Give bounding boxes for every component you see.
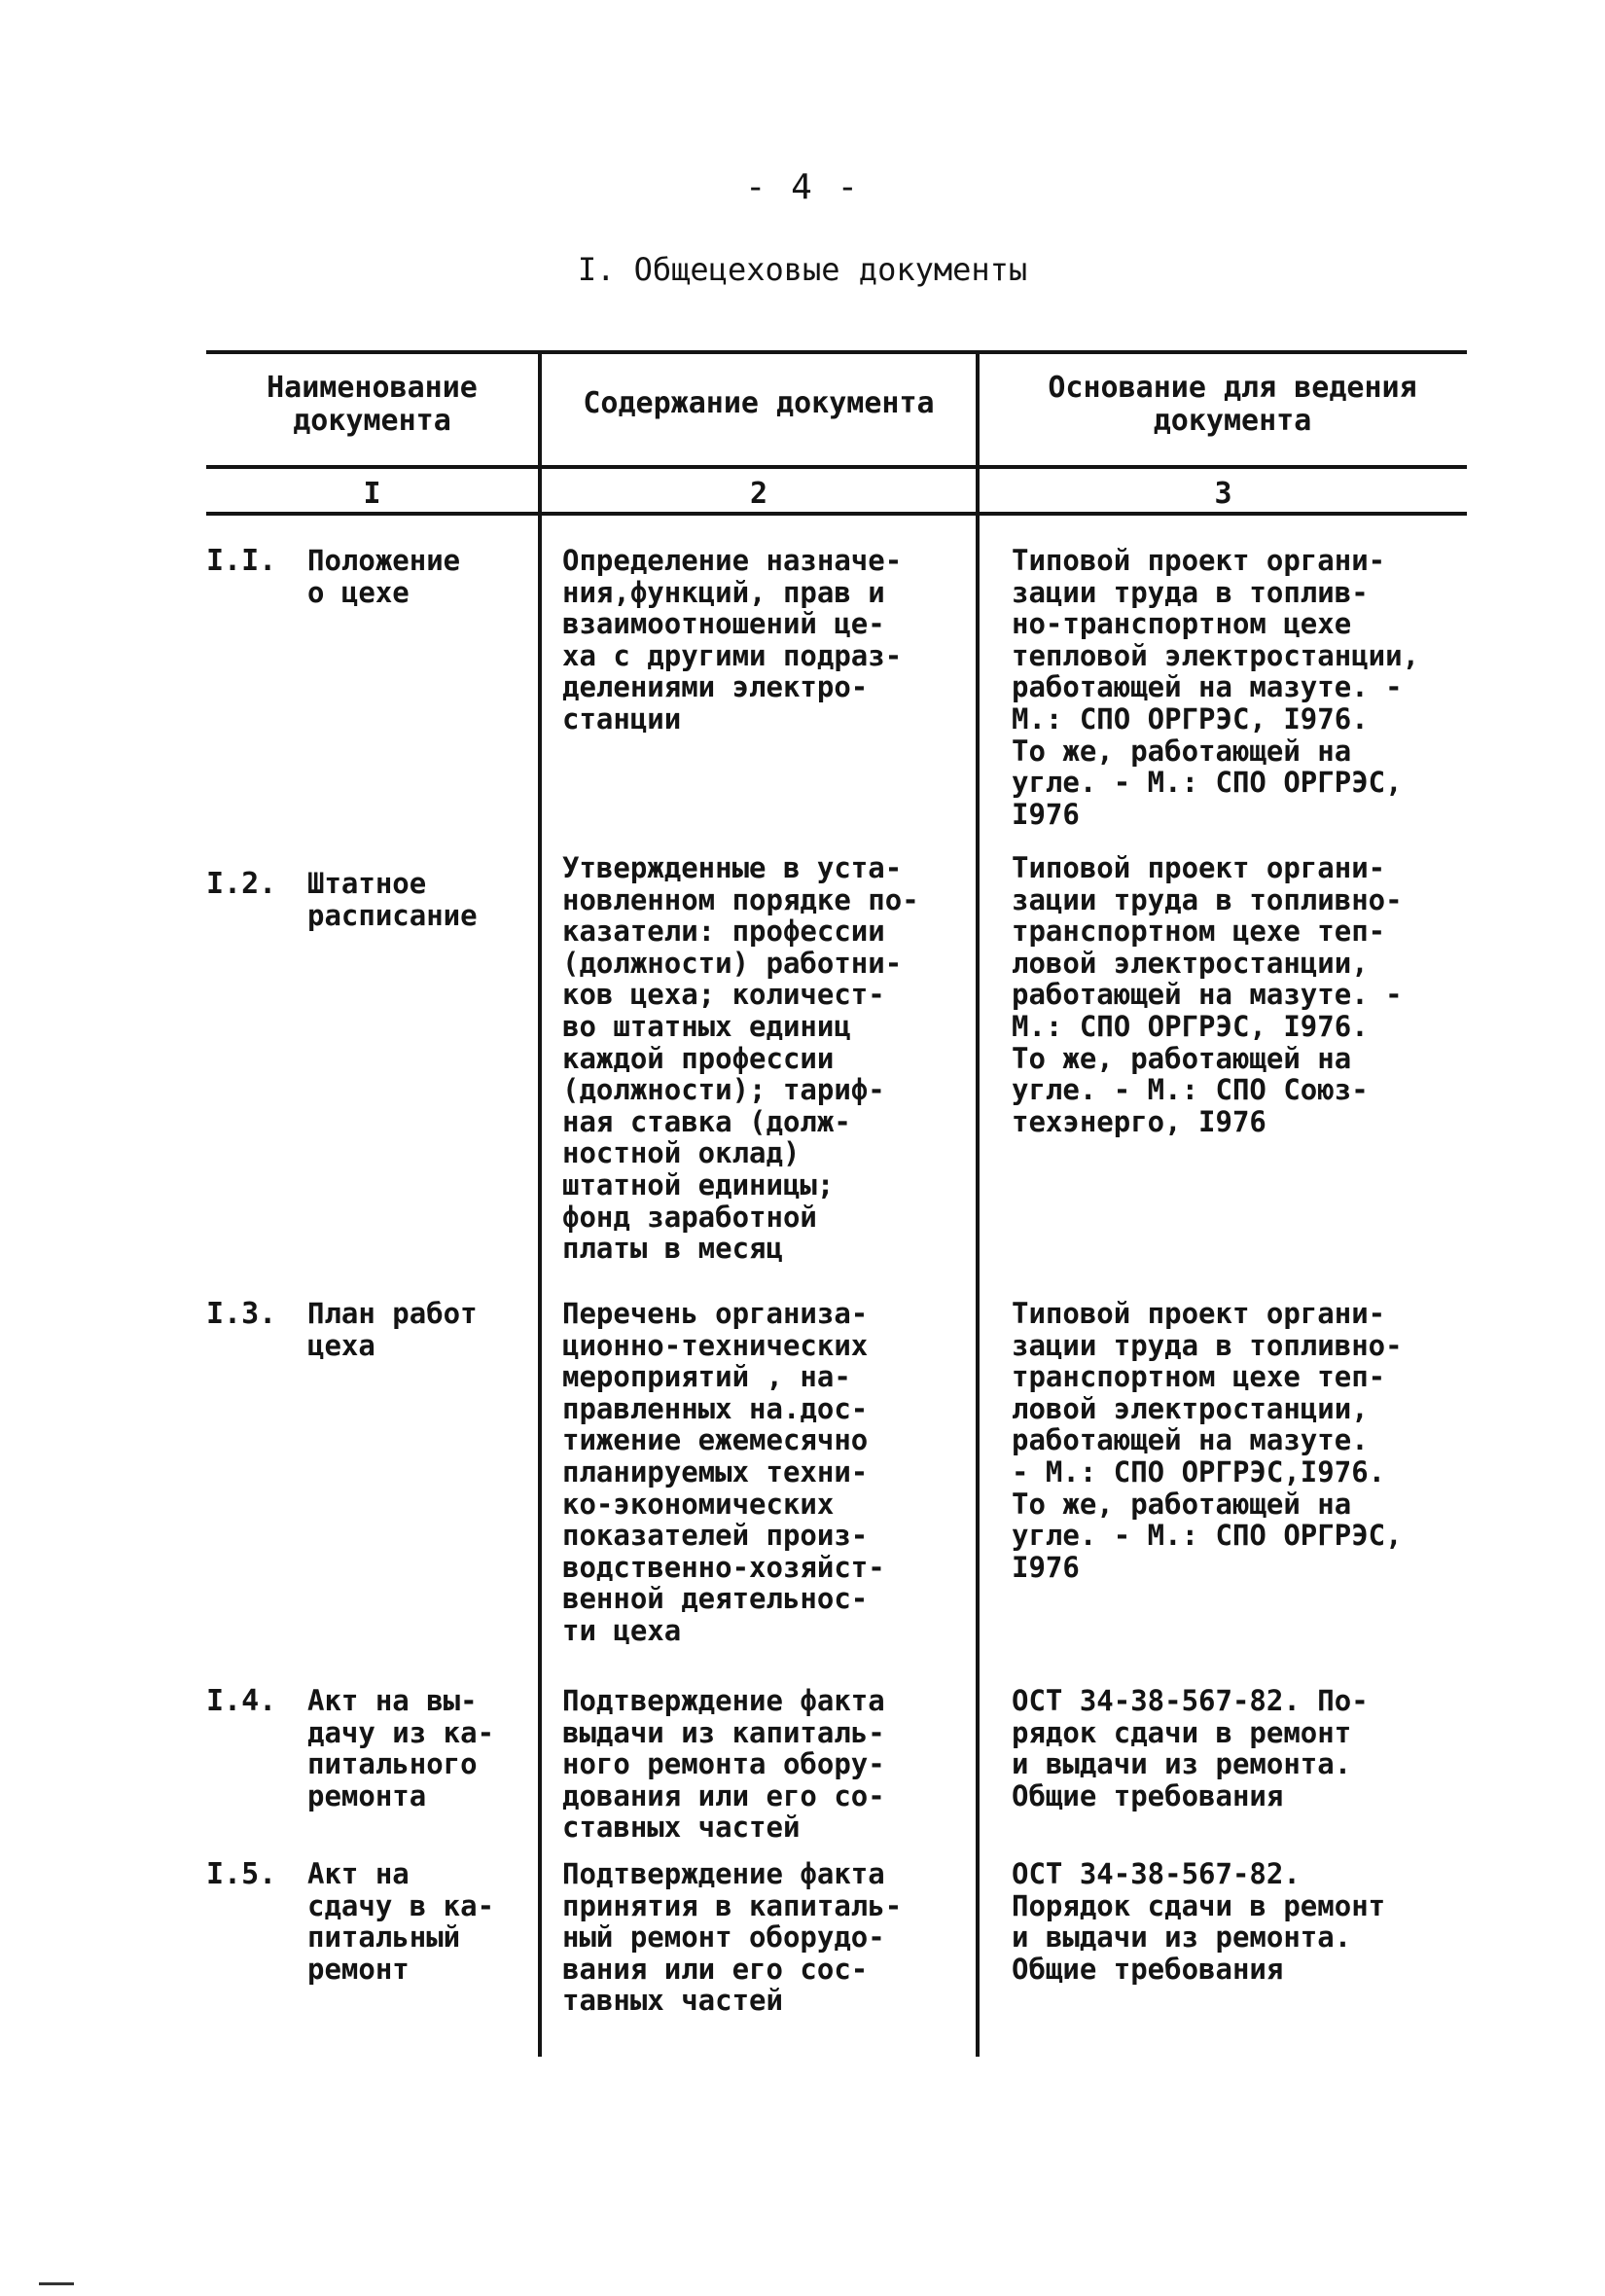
- column-number-1: I: [363, 477, 381, 511]
- row-basis: ОСТ 34-38-567-82. По- рядок сдачи в ремонт и выдачи из ремонта. Общие требования: [1012, 1684, 1369, 1812]
- numbers-bottom-rule: [206, 512, 1467, 516]
- column-divider-2: [976, 352, 980, 2057]
- header-basis: Основание для ведения документа: [1048, 371, 1417, 438]
- row-name: Штатное расписание: [307, 867, 478, 932]
- row-basis: ОСТ 34-38-567-82. Порядок сдачи в ремонт и выдачи из ремонта. Общие требования: [1012, 1857, 1386, 1986]
- column-number-3: 3: [1214, 477, 1232, 511]
- row-number: I.3.: [206, 1297, 277, 1331]
- row-name: Положение о цехе: [307, 544, 461, 609]
- row-content: Подтверждение факта принятия в капиталь- ный ремонт оборудо- вания или его сос- тавных частей: [562, 1857, 903, 2018]
- row-content: Перечень организа- ционно-технических мероприятий , на- правленных на.дос- тижение ежемесячно планируемых техни- ко-экономических показателей произ- водственно-хозяйст- венной деятельнос- ти цеха: [562, 1297, 885, 1647]
- row-number: I.4.: [206, 1684, 277, 1718]
- row-content: Утвержденные в уста- новленном порядке по- казатели: профессии (должности) работни- ков цеха; количест- во штатных единиц каждой профессии (должности); тариф- ная ставка (долж- ностной оклад) штатной единицы; фонд заработной платы в месяц: [562, 851, 919, 1266]
- section-title: I. Общецеховые документы: [577, 251, 1028, 288]
- column-divider-1: [538, 352, 542, 2057]
- row-name: План работ цеха: [307, 1297, 478, 1362]
- table-top-rule: [206, 350, 1467, 354]
- row-number: I.5.: [206, 1857, 277, 1891]
- column-number-2: 2: [749, 477, 768, 511]
- row-content: Определение назначе- ния,функций, прав и взаимоотношений це- ха с другими подраз- делениями электро- станции: [562, 544, 903, 735]
- row-number: I.2.: [206, 867, 277, 901]
- row-number: I.I.: [206, 544, 277, 578]
- header-content: Содержание документа: [583, 386, 935, 420]
- footer-mark: [39, 2282, 74, 2285]
- page-number: - 4 -: [744, 167, 861, 207]
- row-basis: Типовой проект органи- зации труда в топлив- но-транспортном цехе тепловой электростанции, работающей на мазуте. - М.: СПО ОРГРЭС, I976. То же, работающей на угле. - М.: СПО ОРГРЭС, I976: [1012, 544, 1420, 831]
- row-name: Акт на сдачу в ка- питальный ремонт: [307, 1857, 495, 1986]
- row-basis: Типовой проект органи- зации труда в топливно- транспортном цехе теп- ловой электростанции, работающей на мазуте. - М.: СПО ОРГРЭС, I976. То же, работающей на угле. - М.: СПО Союз- техэнерго, I976: [1012, 851, 1403, 1138]
- row-content: Подтверждение факта выдачи из капиталь- ного ремонта обору- дования или его со- ставных частей: [562, 1684, 885, 1845]
- row-name: Акт на вы- дачу из ка- питального ремонта: [307, 1684, 495, 1812]
- header-name: Наименование документа: [267, 371, 478, 438]
- header-bottom-rule: [206, 465, 1467, 469]
- row-basis: Типовой проект органи- зации труда в топливно- транспортном цехе теп- ловой электростанции, работающей на мазуте. - М.: СПО ОРГРЭС,I976. То же, работающей на угле. - М.: СПО ОРГРЭС, I976: [1012, 1297, 1403, 1584]
